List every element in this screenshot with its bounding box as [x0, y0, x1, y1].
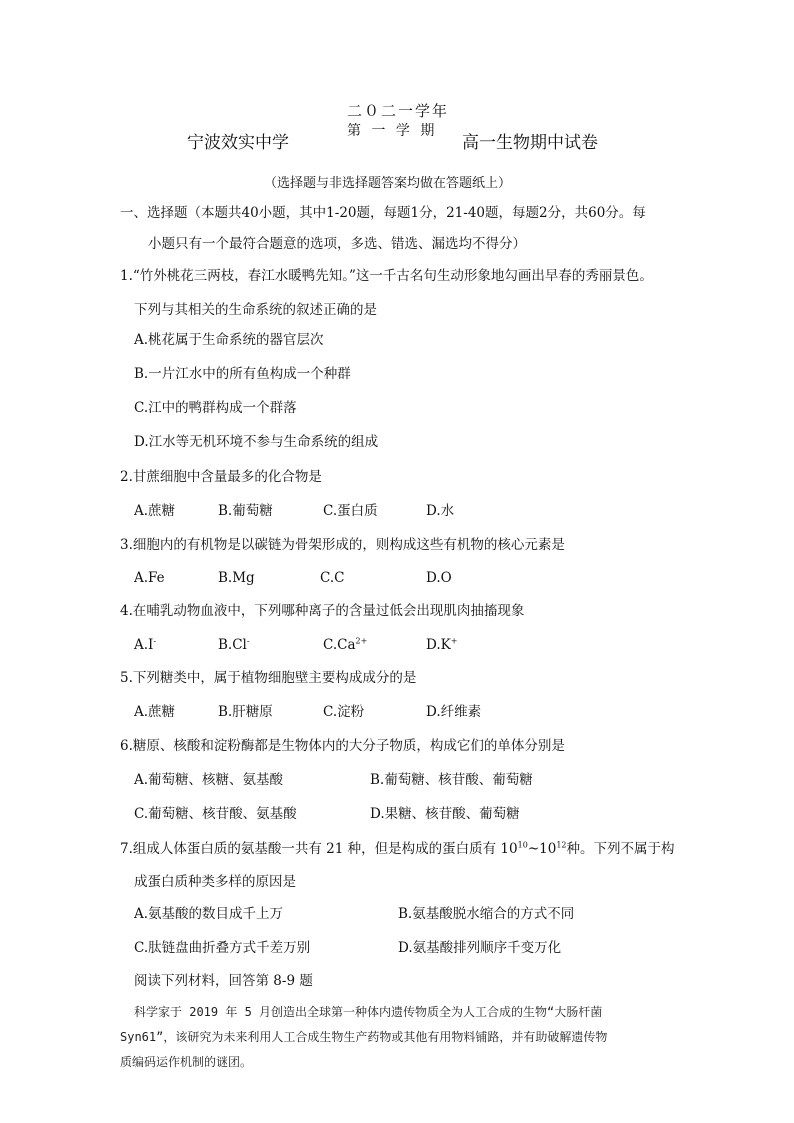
school-name: 宁波效实中学	[187, 133, 289, 153]
q6-option-a: A.葡萄糖、核糖、氨基酸	[134, 772, 284, 788]
q1-option-d: D.江水等无机环境不参与生命系统的组成	[134, 434, 379, 450]
q5-option-c: C.淀粉	[323, 704, 365, 720]
q1-option-b: B.一片江水中的所有鱼构成一个种群	[134, 366, 351, 382]
q6-option-d: D.果糖、核苷酸、葡萄糖	[370, 806, 520, 822]
passage-line2: Syn61”，该研究为未来利用人工合成生物生产药物或其他有用物料铺路，并有助破解遗传物	[120, 1030, 608, 1044]
term-label: 第 一 学 期	[347, 123, 438, 139]
q3-stem: 3.细胞内的有机物是以碳链为骨架形成的，则构成这些有机物的核心元素是	[120, 537, 565, 553]
q7-stem-line1: 7.组成人体蛋白质的氨基酸一共有 21 种，但是构成的蛋白质有 $10^{10}\sim 10^{12}$种。下列不属于构	[120, 840, 675, 857]
q4-option-a: A.I-	[134, 636, 157, 653]
q7-option-d: D.氨基酸排列顺序千变万化	[398, 940, 562, 956]
section-intro-line1: 一、选择题（本题共40小题，其中1-20题，每题1分，21-40题，每题2分，共60分。每	[120, 205, 646, 221]
q2-option-c: C.蛋白质	[323, 503, 378, 519]
q4-stem: 4.在哺乳动物血液中，下列哪种离子的含量过低会出现肌肉抽搐现象	[120, 603, 525, 619]
q1-stem-line2: 下列与其相关的生命系统的叙述正确的是	[134, 302, 377, 318]
answer-note: （选择题与非选择题答案均做在答题纸上）	[264, 176, 512, 191]
q1-option-c: C.江中的鸭群构成一个群落	[134, 400, 297, 416]
school-year: 二０二一学年	[347, 102, 450, 120]
q2-option-d: D.水	[426, 503, 455, 519]
q6-option-c: C.葡萄糖、核苷酸、氨基酸	[134, 806, 297, 822]
q3-option-d: D.O	[426, 570, 452, 586]
q2-option-b: B.葡萄糖	[218, 503, 273, 519]
q5-option-d: D.纤维素	[426, 704, 482, 720]
q7-option-b: B.氨基酸脱水缩合的方式不同	[398, 906, 575, 922]
q7-stem-line2: 成蛋白质种类多样的原因是	[134, 874, 296, 890]
q3-option-a: A.Fe	[134, 570, 165, 586]
q1-option-a: A.桃花属于生命系统的器官层次	[134, 332, 324, 348]
q3-option-c: C.C	[320, 570, 345, 586]
q4-option-d: D.K+	[426, 636, 458, 653]
q4-option-b: B.Cl-	[218, 636, 250, 653]
q6-stem: 6.糖原、核酸和淀粉酶都是生物体内的大分子物质，构成它们的单体分别是	[120, 738, 565, 754]
q5-option-b: B.肝糖原	[218, 704, 273, 720]
passage-line1: 科学家于 2019 年 5 月创造出全球第一种体内遗传物质全为人工合成的生物“大肠杆菌	[134, 1005, 603, 1019]
q5-option-a: A.蔗糖	[134, 704, 176, 720]
q7-option-a: A.氨基酸的数目成千上万	[134, 906, 284, 922]
q2-option-a: A.蔗糖	[134, 503, 176, 519]
paper-title: 高一生物期中试卷	[462, 133, 598, 153]
q6-option-b: B.葡萄糖、核苷酸、葡萄糖	[370, 772, 533, 788]
q4-option-c: $C.Ca^{2+}$	[323, 636, 368, 653]
section-intro-line2: 小题只有一个最符合题意的选项，多选、错选、漏选均不得分）	[148, 236, 526, 252]
q1-stem-line1: 1.“竹外桃花三两枝，春江水暖鸭先知。”这一千古名句生动形象地勾画出早春的秀丽景色。	[120, 268, 653, 284]
passage-line3: 质编码运作机制的谜团。	[120, 1055, 253, 1069]
q2-stem: 2.甘蔗细胞中含量最多的化合物是	[120, 469, 322, 485]
q7-option-c: C.肽链盘曲折叠方式千差万别	[134, 940, 311, 956]
q5-stem: 5.下列糖类中，属于植物细胞壁主要构成成分的是	[120, 670, 417, 686]
q3-option-b: B.Mg	[218, 570, 255, 586]
reading-instruction: 阅读下列材料，回答第 8-9 题	[134, 973, 313, 989]
